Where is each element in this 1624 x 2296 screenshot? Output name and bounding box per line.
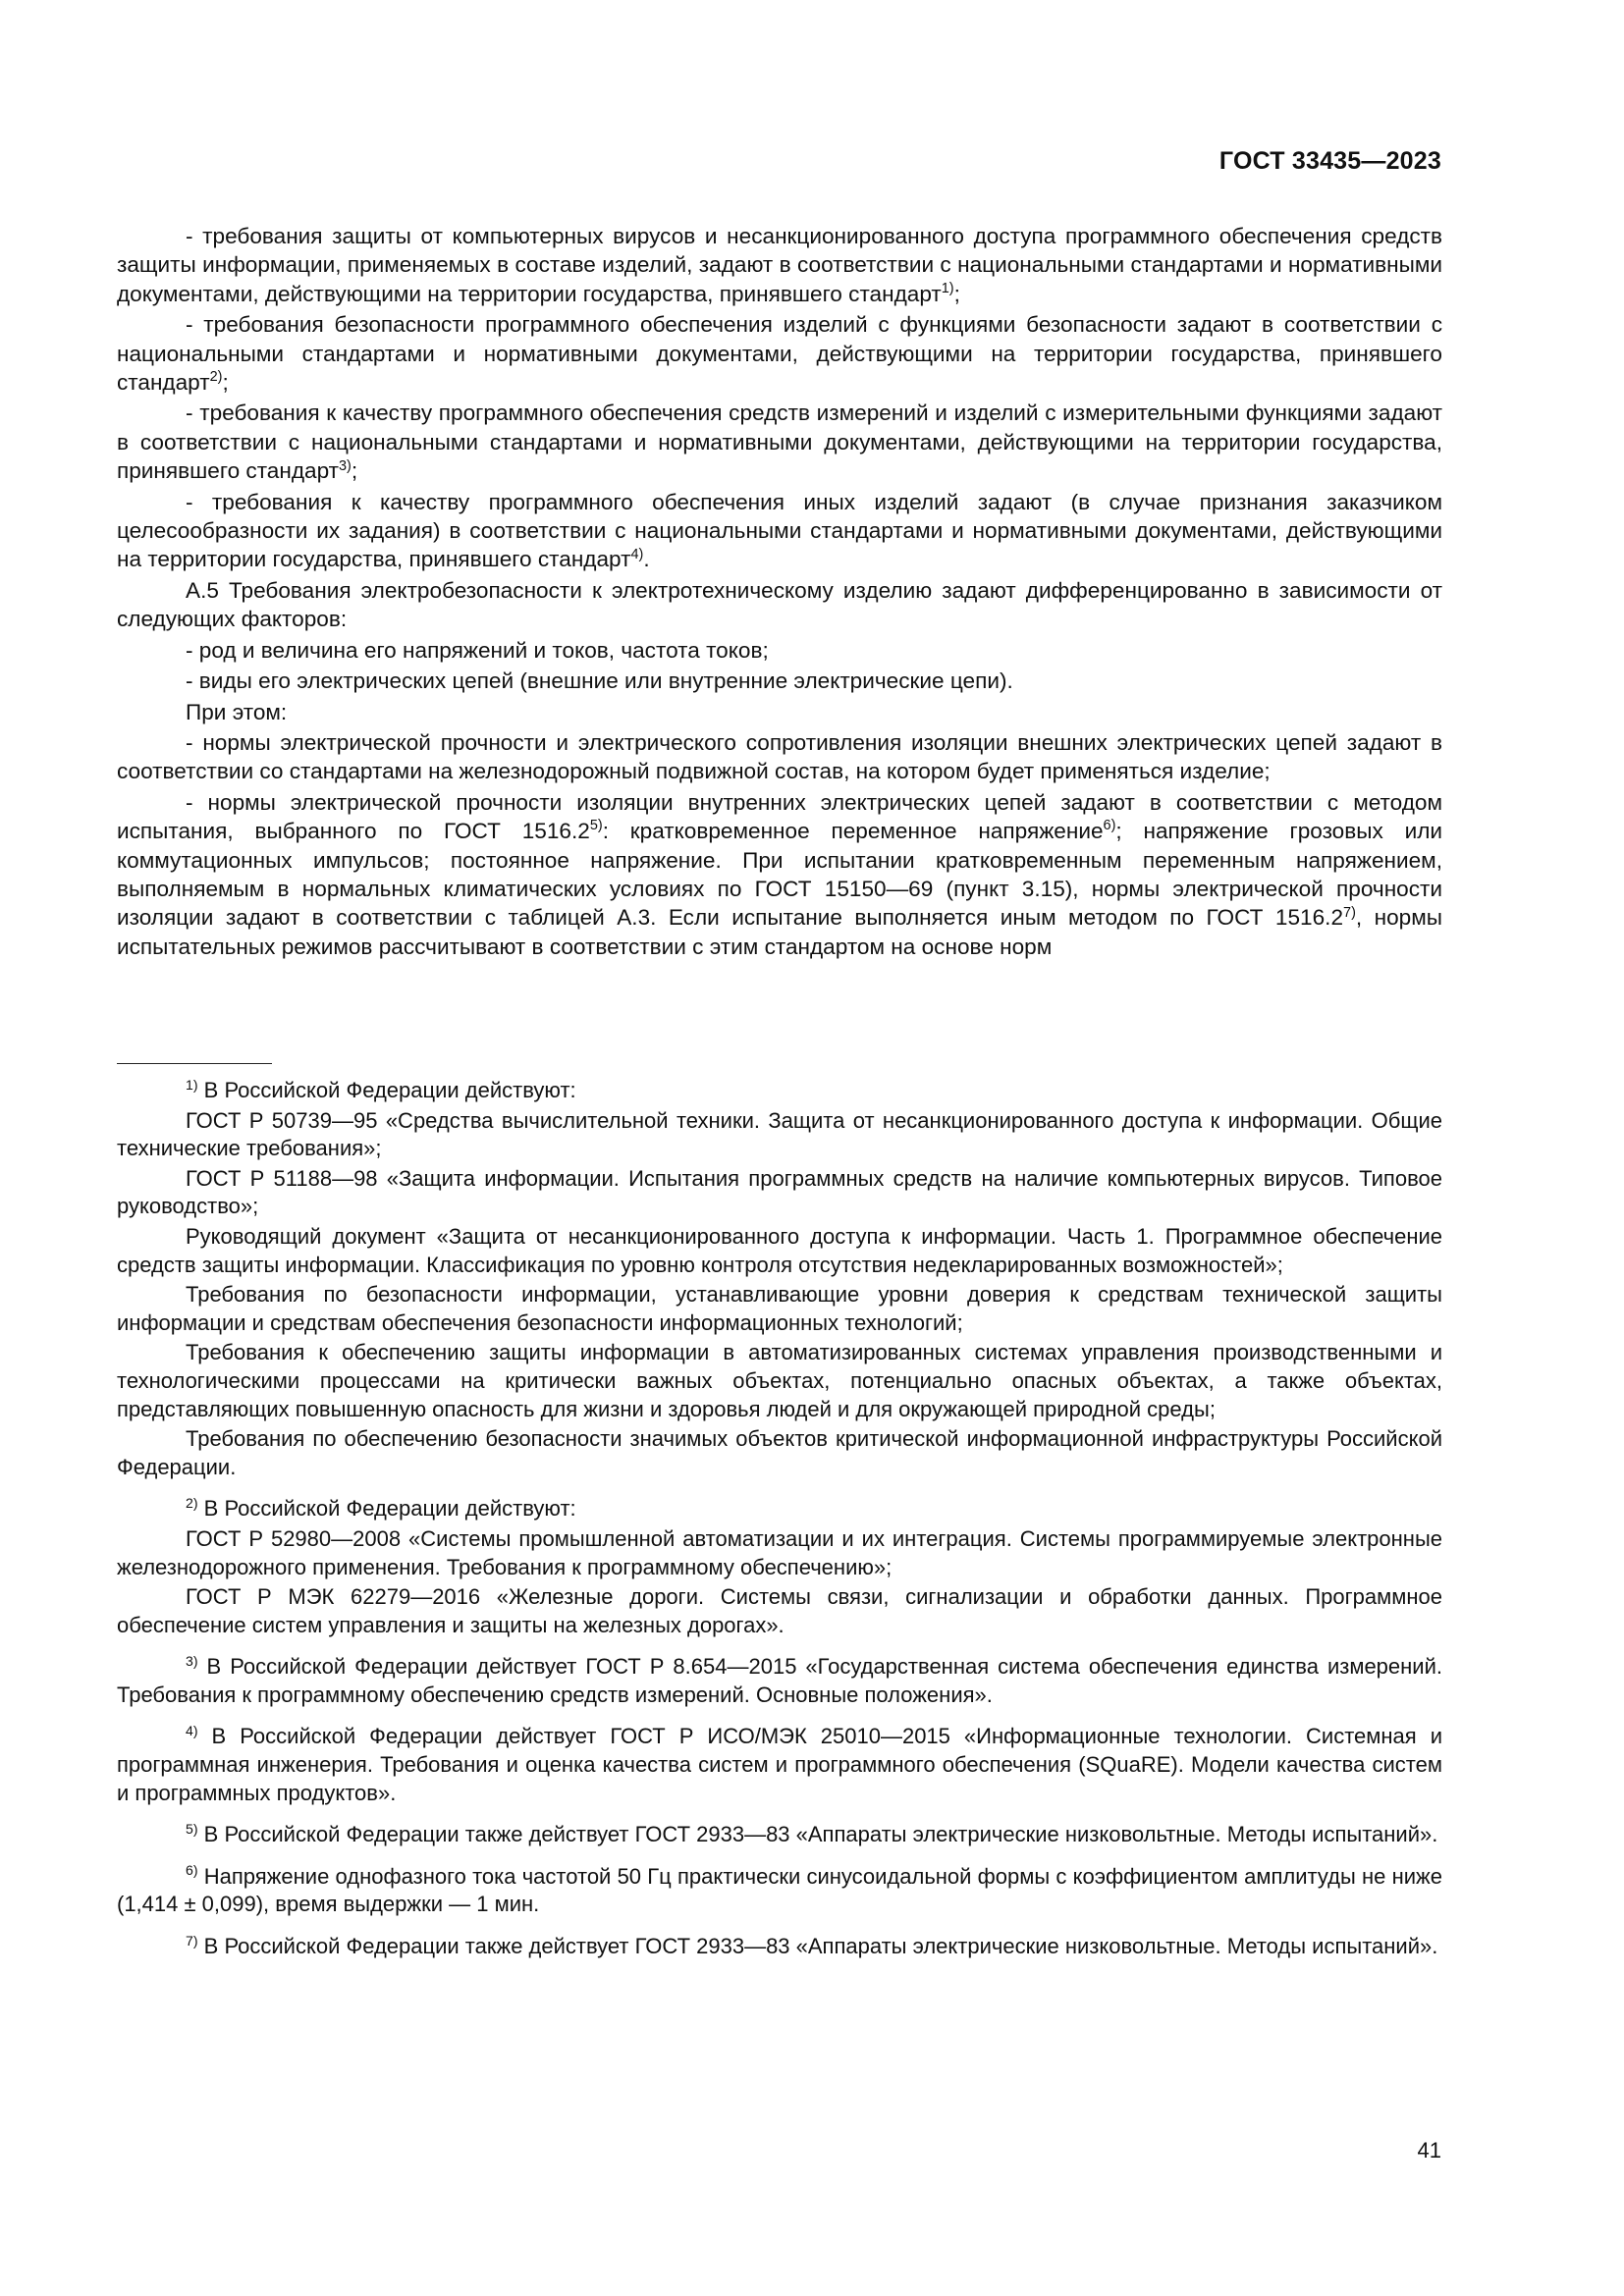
body-paragraph: - требования к качеству программного обеспечения средств измерений и изделий с измерительными функциями задают в соответствии с национальными стандартами и нормативными документами, действующими на территории государства, принявшего стандарт$^{3)}$; bbox=[117, 400, 1442, 484]
footnote-line: Требования к обеспечению защиты информации в автоматизированных системах управления производственными и технологическими процессами на критически важных объектах, потенциально опасных объектах, а также объектах, представляющих повышенную опасность для жизни и здоровья людей и для окружающей природной среды; bbox=[117, 1340, 1442, 1421]
footnote-line: ГОСТ Р 52980—2008 «Системы промышленной автоматизации и их интеграция. Системы программируемые электронные железнодорожного применения. Требования к программному обеспечению»; bbox=[117, 1525, 1442, 1579]
footnote-ref[interactable]: 1) bbox=[941, 281, 954, 297]
body-paragraph: - род и величина его напряжений и токов, частота токов; bbox=[186, 637, 769, 663]
main-text bbox=[117, 222, 1442, 963]
footnote-line: $^{2)}$ В Российской Федерации действуют: bbox=[186, 1494, 576, 1522]
footnote-line: $^{4)}$ В Российской Федерации действует ГОСТ Р ИСО/МЭК 25010—2015 «Информационные технологии. Системная и программная инженерия. Требования и оценка качества систем и программного обеспечения (SQuaRE). Модели качества систем и программных продуктов». bbox=[117, 1723, 1442, 1805]
body-paragraph: - виды его электрических цепей (внешние или внутренние электрические цепи). bbox=[186, 668, 1013, 694]
footnote-mark: 3) bbox=[186, 1652, 198, 1669]
footnote bbox=[117, 1723, 1442, 1807]
footnote-mark: 4) bbox=[186, 1723, 198, 1739]
body-paragraph: - нормы электрической прочности и электрического сопротивления изоляции внешних электрических цепей задают в соответствии со стандартами на железнодорожный подвижной состав, на котором будет применяться изделие; bbox=[117, 729, 1442, 784]
footnote-separator bbox=[117, 1063, 272, 1064]
footnote-line: $^{6)}$ Напряжение однофазного тока частотой 50 Гц практически синусоидальной формы с коэффициентом амплитуды не ниже (1,414 ± 0,099), время выдержки — 1 мин. bbox=[117, 1862, 1442, 1917]
footnote bbox=[117, 1495, 1442, 1639]
footnote-ref[interactable]: 3) bbox=[339, 457, 352, 474]
footnote bbox=[117, 1821, 1442, 1849]
footnote-line: ГОСТ Р МЭК 62279—2016 «Железные дороги. Системы связи, сигнализации и обработки данных. Программное обеспечение систем управления и защиты на железных дорогах». bbox=[117, 1584, 1442, 1637]
footnote-ref[interactable]: 7) bbox=[1343, 904, 1356, 921]
footnote bbox=[117, 1077, 1442, 1481]
footnote-ref[interactable]: 6) bbox=[1103, 818, 1116, 834]
footnote-line: Требования по безопасности информации, устанавливающие уровни доверия к средствам технической защиты информации и средствам обеспечения безопасности информационных технологий; bbox=[117, 1282, 1442, 1335]
footnote-ref[interactable]: 5) bbox=[589, 818, 603, 834]
body-paragraph: А.5 Требования электробезопасности к электротехническому изделию задают дифференцированно в зависимости от следующих факторов: bbox=[117, 577, 1442, 632]
footnote-line: Руководящий документ «Защита от несанкционированного доступа к информации. Часть 1. Программное обеспечение средств защиты информации. Классификация по уровню контроля отсутствия недекларированных возможностей»; bbox=[117, 1223, 1442, 1277]
body-paragraph: - нормы электрической прочности изоляции внутренних электрических цепей задают в соответствии с методом испытания, выбранного по ГОСТ 1516.2$^{5)}$: кратковременное переменное напряжение$^{6)}$; напряжение грозовых или коммутационных импульсов; постоянное напряжение. При испытании кратковременным переменным напряжением, выполняемым в нормальных климатических условиях по ГОСТ 15150—69 (пункт 3.15), нормы электрической прочности изоляции задают в соответствии с таблицей А.3. Если испытание выполняется иным методом по ГОСТ 1516.2$^{7)}$, нормы испытательных режимов рассчитывают в соответствии с этим стандартом на основе норм bbox=[117, 789, 1443, 959]
footnote bbox=[117, 1933, 1442, 1961]
footnote-ref[interactable]: 2) bbox=[209, 369, 223, 386]
footnote-line: Требования по обеспечению безопасности значимых объектов критической информационной инфраструктуры Российской Федерации. bbox=[117, 1426, 1442, 1479]
footnote-line: $^{7)}$ В Российской Федерации также действует ГОСТ 2933—83 «Аппараты электрические низковольтные. Методы испытаний». bbox=[186, 1932, 1438, 1959]
body-paragraph: - требования защиты от компьютерных вирусов и несанкционированного доступа программного обеспечения средств защиты информации, применяемых в составе изделий, задают в соответствии с национальными стандартами и нормативными документами, действующими на территории государства, принявшего стандарт$^{1)}$; bbox=[117, 224, 1442, 306]
footnote-mark: 7) bbox=[186, 1932, 198, 1949]
document-code-header: ГОСТ 33435—2023 bbox=[1218, 147, 1441, 175]
footnote-line: $^{3)}$ В Российской Федерации действует ГОСТ Р 8.654—2015 «Государственная система обеспечения единства измерений. Требования к программному обеспечению средств измерений. Основные положения». bbox=[117, 1652, 1442, 1707]
body-paragraph: - требования безопасности программного обеспечения изделий с функциями безопасности задают в соответствии с национальными стандартами и нормативными документами, действующими на территории государства, принявшего стандарт$^{2)}$; bbox=[117, 312, 1442, 396]
footnote-mark: 5) bbox=[186, 1820, 198, 1837]
body-paragraph: - требования к качеству программного обеспечения иных изделий задают (в случае признания заказчиком целесообразности их задания) в соответствии с национальными стандартами и нормативными документами, действующими на территории государства, принявшего стандарт$^{4)}$. bbox=[117, 489, 1442, 572]
page-number: 41 bbox=[1417, 2138, 1441, 2163]
footnote-ref[interactable]: 4) bbox=[630, 546, 644, 562]
footnote-mark: 2) bbox=[186, 1494, 198, 1511]
footnote-mark: 1) bbox=[186, 1076, 198, 1093]
footnote-mark: 6) bbox=[186, 1862, 198, 1879]
footnote-line: ГОСТ Р 50739—95 «Средства вычислительной техники. Защита от несанкционированного доступа к информации. Общие технические требования»; bbox=[117, 1107, 1442, 1161]
footnote bbox=[117, 1653, 1442, 1709]
footnote-line: ГОСТ Р 51188—98 «Защита информации. Испытания программных средств на наличие компьютерных вирусов. Типовое руководство»; bbox=[117, 1165, 1442, 1219]
footnotes bbox=[117, 1077, 1442, 1975]
footnote bbox=[117, 1863, 1442, 1919]
footnote-line: $^{5)}$ В Российской Федерации также действует ГОСТ 2933—83 «Аппараты электрические низковольтные. Методы испытаний». bbox=[186, 1820, 1438, 1847]
body-paragraph: При этом: bbox=[186, 699, 288, 724]
footnote-line: $^{1)}$ В Российской Федерации действуют: bbox=[186, 1076, 576, 1102]
